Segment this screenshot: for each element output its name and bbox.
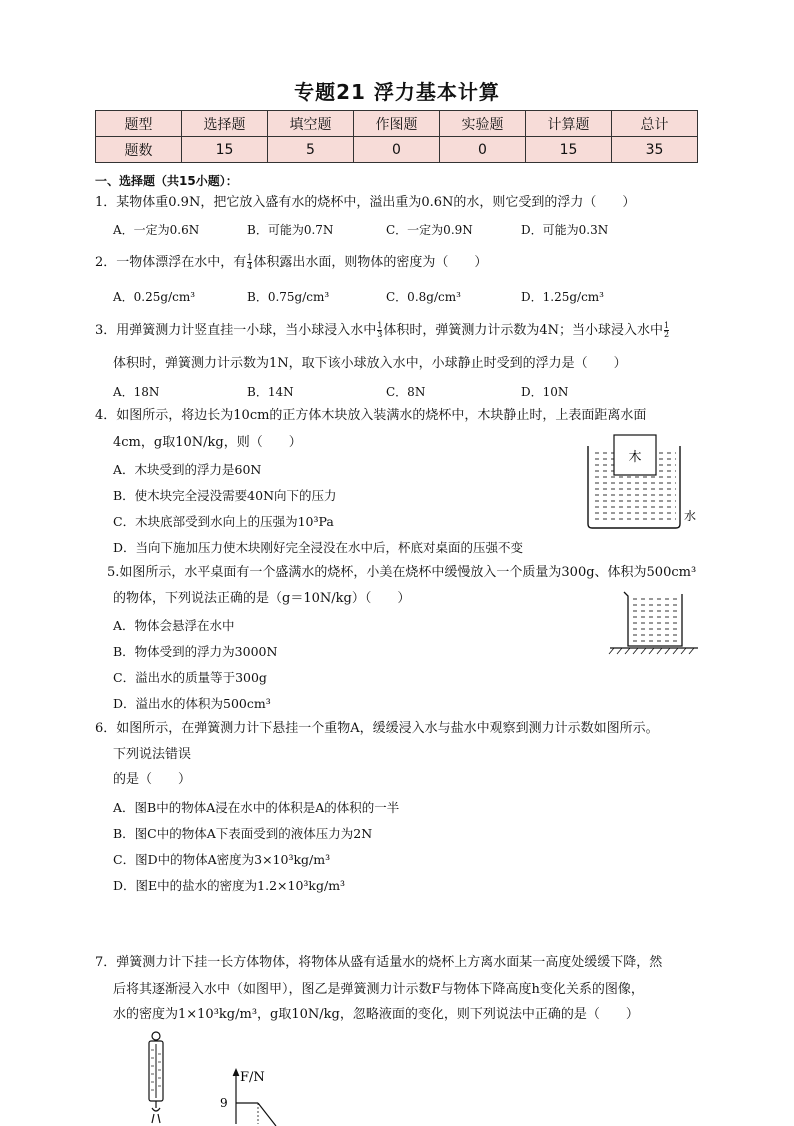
table-cell: 0: [440, 137, 526, 163]
fraction-numerator: 1: [247, 253, 253, 262]
question-6-line-1: 6．如图所示，在弹簧测力计下悬挂一个重物A，缓缓浸入水与盐水中观察到测力计示数如图所示。: [95, 721, 659, 736]
question-4-line-2: 4cm，g取10N/kg，则（ ）: [113, 435, 302, 450]
fraction-denominator: 2: [664, 330, 670, 339]
q5-option-a: A．物体会悬浮在水中: [113, 618, 235, 633]
question-2: [95, 254, 487, 272]
q7-force-height-graph: [218, 1066, 288, 1126]
q6-option-c: C．图D中的物体A密度为3×10³kg/m³: [113, 852, 331, 867]
water-region: [630, 598, 680, 644]
q7-spring-scale-figure: [140, 1030, 180, 1125]
table-cell: 15: [182, 137, 268, 163]
q6-option-b: B．图C中的物体A下表面受到的液体压力为2N: [113, 826, 373, 841]
question-7-line-1: 7．弹簧测力计下挂一长方体物体，将物体从盛有适量水的烧杯上方离水面某一高度处缓缓下降，然: [95, 955, 663, 970]
q2-option-c: C．0.8g/cm³: [386, 290, 461, 304]
q3-text-middle: 体积时，弹簧测力计示数为4N；当小球浸入水中: [383, 323, 664, 338]
question-summary-table: [95, 110, 698, 163]
table-cell: 填空题: [268, 111, 354, 137]
question-7-line-3: 水的密度为1×10³kg/m³，g取10N/kg，忽略液面的变化，则下列说法中正确的是（ ）: [113, 1007, 639, 1022]
table-row: [96, 137, 698, 163]
fraction-numerator: 1: [377, 321, 383, 330]
water-label: 水: [684, 509, 697, 523]
question-4-line-1: 4．如图所示，将边长为10cm的正方体木块放入装满水的烧杯中，木块静止时，上表面距离水面: [95, 408, 647, 423]
table-cell: 计算题: [526, 111, 612, 137]
table-cell: 总计: [612, 111, 698, 137]
table-cell: 0: [354, 137, 440, 163]
fraction-denominator: 4: [247, 262, 253, 271]
table-cell: 作图题: [354, 111, 440, 137]
table-hatching: [609, 648, 694, 654]
q2-option-d: D．1.25g/cm³: [521, 290, 604, 304]
question-6-line-2: 下列说法错误: [113, 747, 192, 762]
section-heading: 一、选择题（共15小题）：: [95, 174, 238, 188]
graph-tick-label: 9: [220, 1096, 228, 1110]
fraction-denominator: 3: [377, 330, 383, 339]
q3-text-start: 3．用弹簧测力计竖直挂一小球，当小球浸入水中: [95, 323, 377, 338]
table-cell: 题数: [96, 137, 182, 163]
table-cell: 题型: [96, 111, 182, 137]
q3-fraction-1: [377, 322, 382, 339]
table-cell: 选择题: [182, 111, 268, 137]
scale-hook: [152, 1101, 160, 1123]
question-6-line-3: 的是（ ）: [113, 772, 192, 787]
table-header-row: [96, 111, 698, 137]
q2-text-start: 2．一物体漂浮在水中，有: [95, 255, 247, 270]
q3-fraction-2: [664, 322, 669, 339]
q4-option-b: B．使木块完全浸没需要40N向下的压力: [113, 488, 337, 503]
table-cell: 实验题: [440, 111, 526, 137]
q6-option-a: A．图B中的物体A浸在水中的体积是A的体积的一半: [113, 800, 400, 815]
q3-line-2: 体积时，弹簧测力计示数为1N，取下该小球放入水中，小球静止时受到的浮力是（ ）: [113, 356, 627, 371]
fraction-numerator: 1: [664, 321, 670, 330]
q5-figure-beaker: [608, 590, 700, 660]
question-5-line-1: 5.如图所示，水平桌面有一个盛满水的烧杯，小美在烧杯中缓慢放入一个质量为300g、体积为500cm³: [107, 565, 697, 580]
question-5-line-2: 的物体，下列说法正确的是（g＝10N/kg）（ ）: [113, 591, 411, 606]
q4-option-c: C．木块底部受到水向上的压强为10³Pa: [113, 514, 334, 529]
graph-y-arrow: [233, 1069, 239, 1076]
q4-figure-beaker-with-block: [586, 432, 696, 532]
q2-option-b: B．0.75g/cm³: [247, 290, 330, 304]
q1-option-c: C．一定为0.9N: [386, 223, 473, 237]
question-1: 1．某物体重0.9N，把它放入盛有水的烧杯中，溢出重为0.6N的水，则它受到的浮力（ ）: [95, 195, 636, 210]
q1-option-b: B．可能为0.7N: [247, 223, 334, 237]
q2-text-end: 体积露出水面，则物体的密度为（ ）: [253, 255, 488, 270]
q2-fraction: [247, 254, 252, 271]
q3-option-d: D．10N: [521, 385, 569, 399]
block-label: 木: [628, 450, 642, 465]
q2-option-a: A．0.25g/cm³: [113, 290, 196, 304]
graph-y-label: F/N: [240, 1070, 265, 1085]
q6-option-d: D．图E中的盐水的密度为1.2×10³kg/m³: [113, 878, 346, 893]
scale-ring: [152, 1032, 160, 1040]
q4-option-d: D．当向下施加压力使木块刚好完全浸没在水中后，杯底对桌面的压强不变: [113, 540, 524, 555]
q5-option-d: D．溢出水的体积为500cm³: [113, 696, 271, 711]
page-title: 专题21 浮力基本计算: [294, 80, 500, 104]
table-cell: 5: [268, 137, 354, 163]
q3-option-b: B．14N: [247, 385, 294, 399]
q5-option-b: B．物体受到的浮力为3000N: [113, 644, 278, 659]
question-7-line-2: 后将其逐渐浸入水中（如图甲），图乙是弹簧测力计示数F与物体下降高度h变化关系的图像，: [113, 982, 644, 997]
table-cell: 35: [612, 137, 698, 163]
q4-option-a: A．木块受到的浮力是60N: [113, 462, 262, 477]
q3-option-a: A．18N: [113, 385, 160, 399]
q1-option-d: D．可能为0.3N: [521, 223, 609, 237]
question-3: [95, 322, 670, 340]
q3-option-c: C．8N: [386, 385, 426, 399]
q1-option-a: A．一定为0.6N: [113, 223, 200, 237]
table-cell: 15: [526, 137, 612, 163]
q5-option-c: C．溢出水的质量等于300g: [113, 670, 267, 685]
